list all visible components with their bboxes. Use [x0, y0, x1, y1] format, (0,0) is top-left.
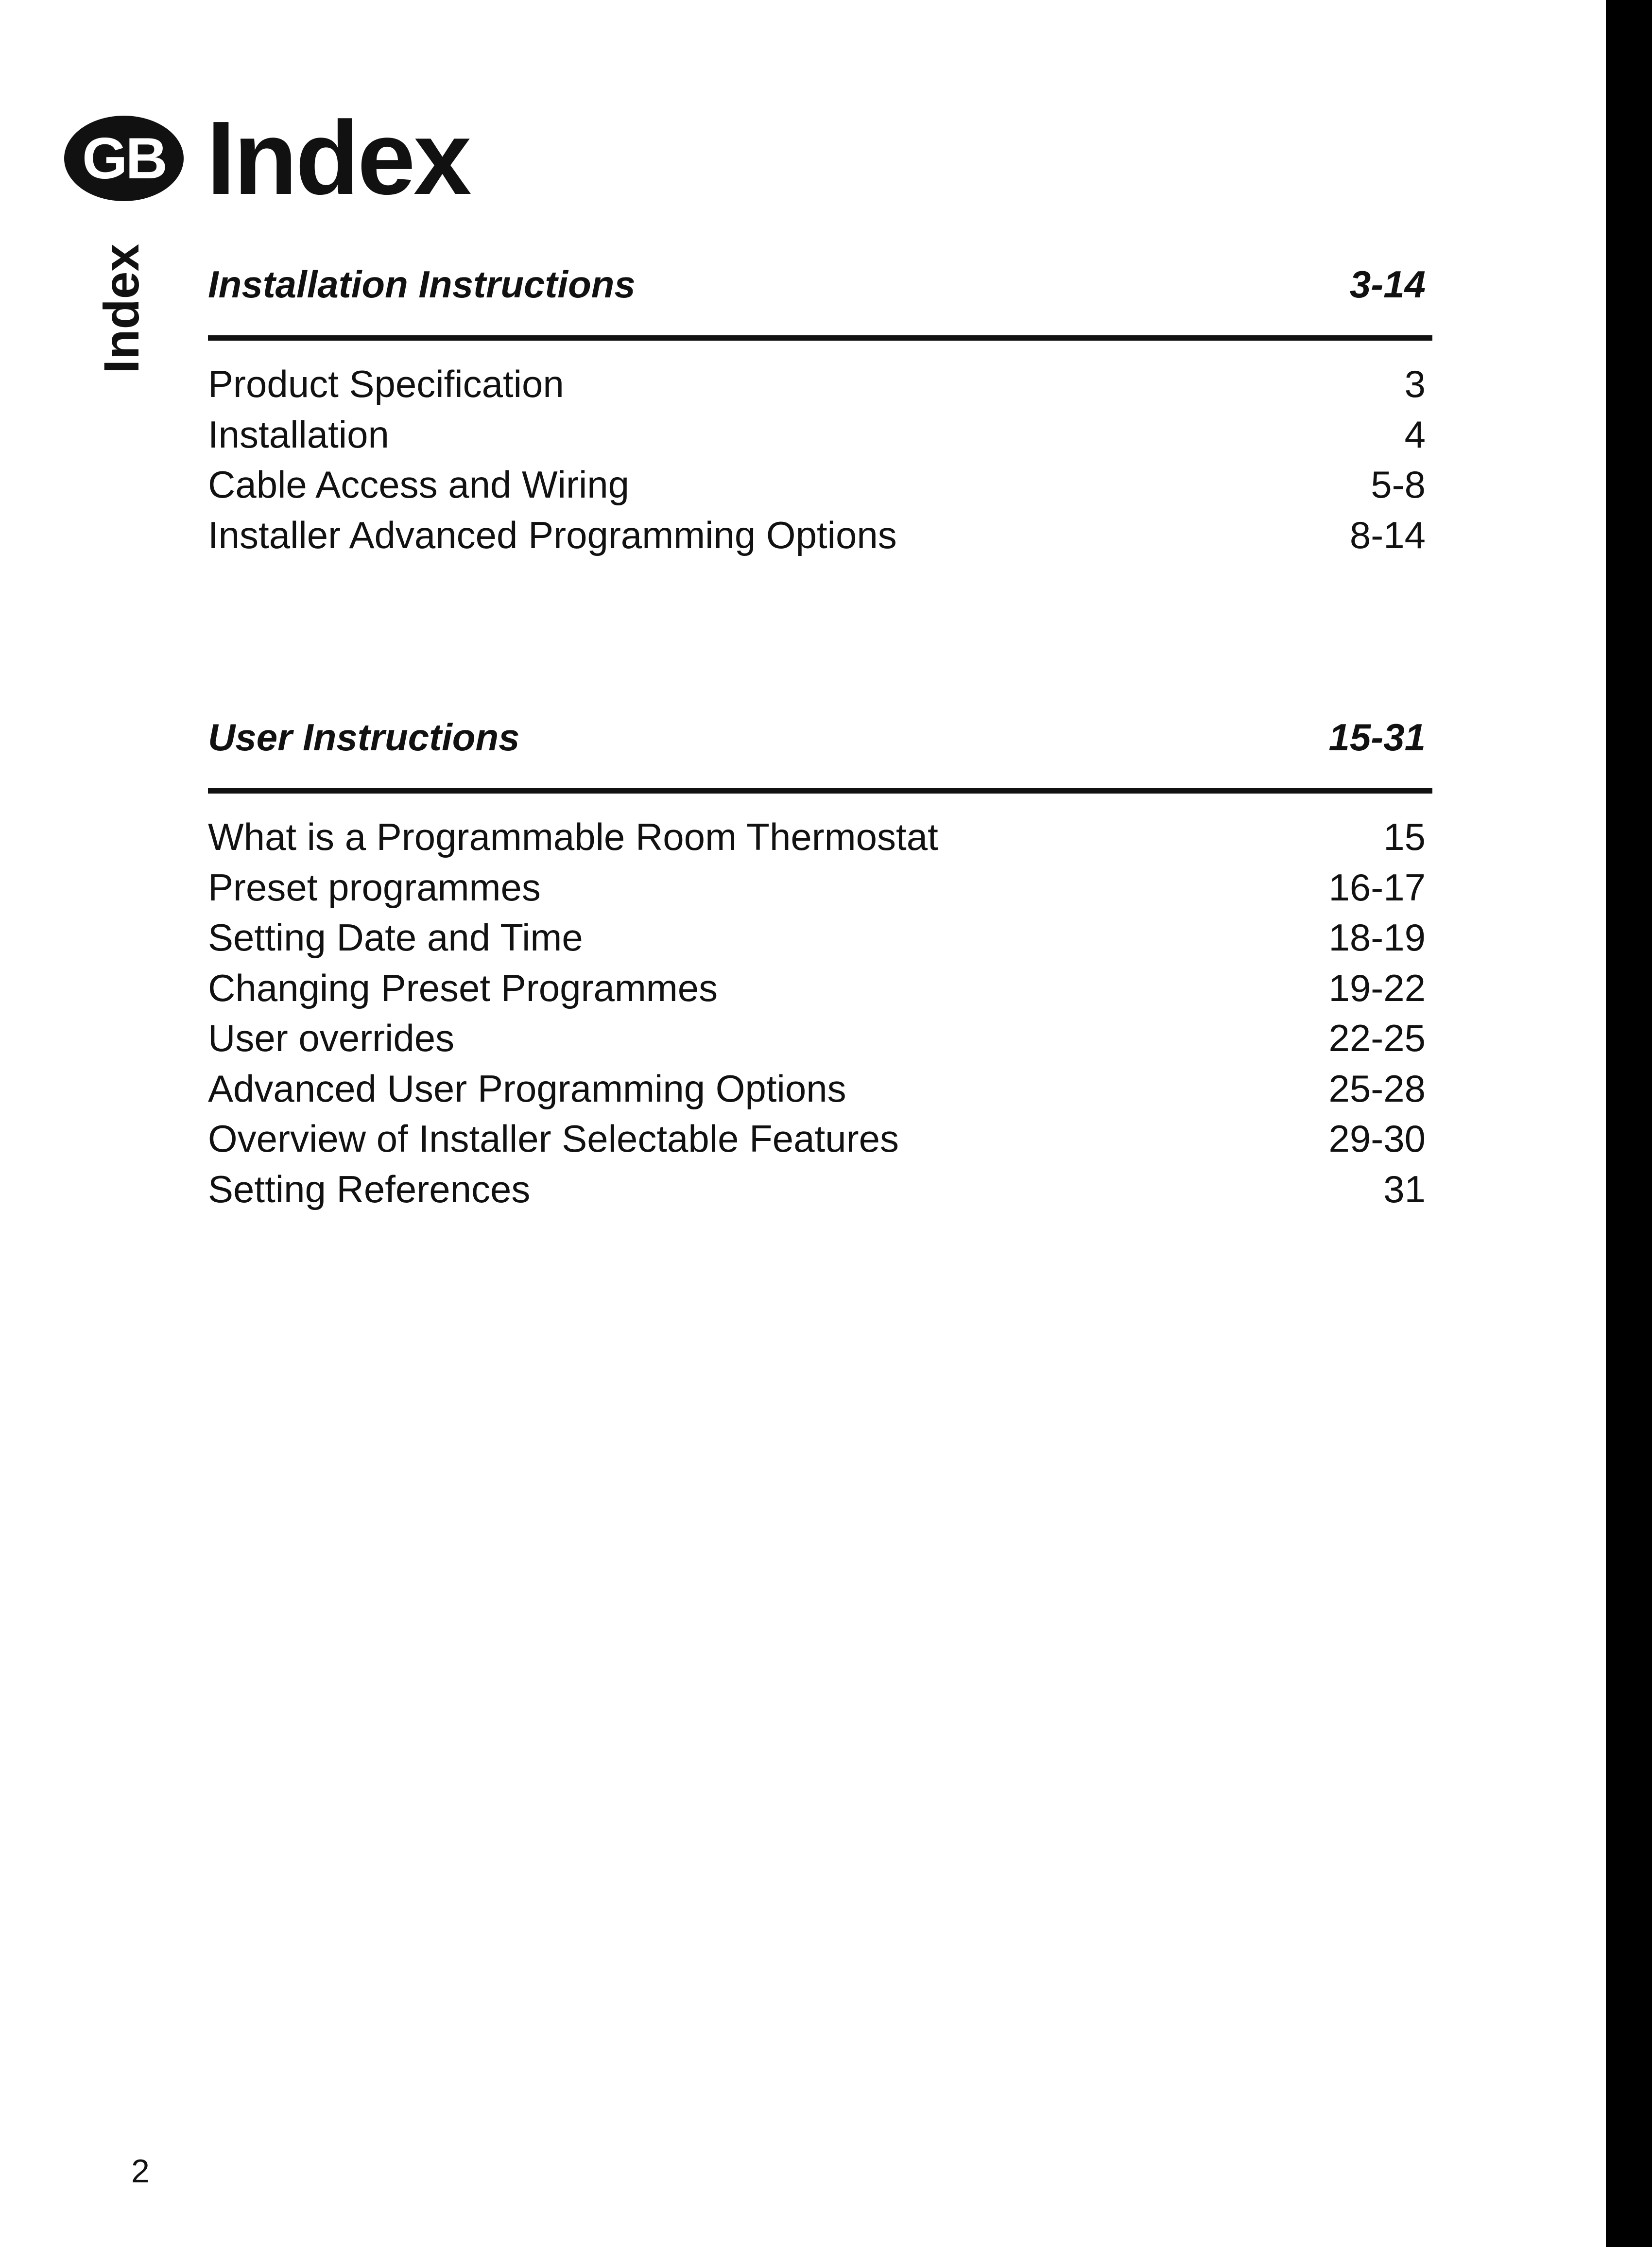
- entry-pages: 19-22: [1328, 966, 1426, 1009]
- entry-pages: 31: [1383, 1167, 1426, 1210]
- entry-label: Installer Advanced Programming Options: [208, 513, 897, 556]
- entry-label: Cable Access and Wiring: [208, 463, 630, 506]
- entry-label: Product Specification: [208, 363, 564, 405]
- entry-label: Setting References: [208, 1167, 531, 1210]
- entry-pages: 16-17: [1328, 865, 1426, 909]
- section-heading: [208, 710, 1432, 794]
- index-entry: [208, 1114, 1432, 1164]
- entry-pages: 29-30: [1328, 1117, 1426, 1160]
- entry-list: [208, 812, 1432, 1214]
- entry-pages: 8-14: [1349, 513, 1426, 556]
- index-entry: [208, 510, 1432, 561]
- entry-label: User overrides: [208, 1017, 455, 1059]
- index-entry: [208, 460, 1432, 510]
- section-page-range: 3-14: [1349, 263, 1426, 306]
- entry-label: Preset programmes: [208, 865, 541, 909]
- section-title: Installation Instructions: [208, 263, 636, 306]
- index-entry: [208, 359, 1432, 410]
- index-entry: [208, 1064, 1432, 1114]
- index-entry: [208, 863, 1432, 913]
- entry-label: Setting Date and Time: [208, 916, 583, 959]
- index-entry: [208, 913, 1432, 963]
- entry-pages: 18-19: [1328, 916, 1426, 959]
- section-user: [208, 710, 1432, 1214]
- entry-pages: 25-28: [1328, 1067, 1426, 1110]
- index-entry: [208, 1013, 1432, 1064]
- entry-label: What is a Programmable Room Thermostat: [208, 815, 938, 858]
- entry-pages: 3: [1404, 363, 1426, 405]
- entry-label: Installation: [208, 413, 389, 456]
- page-title: Index: [206, 99, 470, 216]
- side-tab-label: Index: [94, 243, 149, 374]
- entry-label: Changing Preset Programmes: [208, 966, 718, 1009]
- entry-pages: 22-25: [1328, 1017, 1426, 1059]
- section-title: User Instructions: [208, 716, 520, 759]
- index-entry: [208, 1164, 1432, 1215]
- index-entry: [208, 963, 1432, 1014]
- entry-label: Overview of Installer Selectable Features: [208, 1117, 899, 1160]
- section-heading: [208, 258, 1432, 341]
- entry-pages: 5-8: [1371, 463, 1426, 506]
- index-entry: [208, 410, 1432, 460]
- entry-list: [208, 359, 1432, 560]
- section-installation: [208, 258, 1432, 560]
- page-edge-bar: [1606, 0, 1652, 2247]
- entry-label: Advanced User Programming Options: [208, 1067, 846, 1110]
- index-entry: [208, 812, 1432, 863]
- entry-pages: 4: [1404, 413, 1426, 456]
- country-badge: GB: [64, 116, 184, 201]
- entry-pages: 15: [1383, 815, 1426, 858]
- section-page-range: 15-31: [1328, 716, 1426, 759]
- page-number: 2: [131, 2153, 150, 2190]
